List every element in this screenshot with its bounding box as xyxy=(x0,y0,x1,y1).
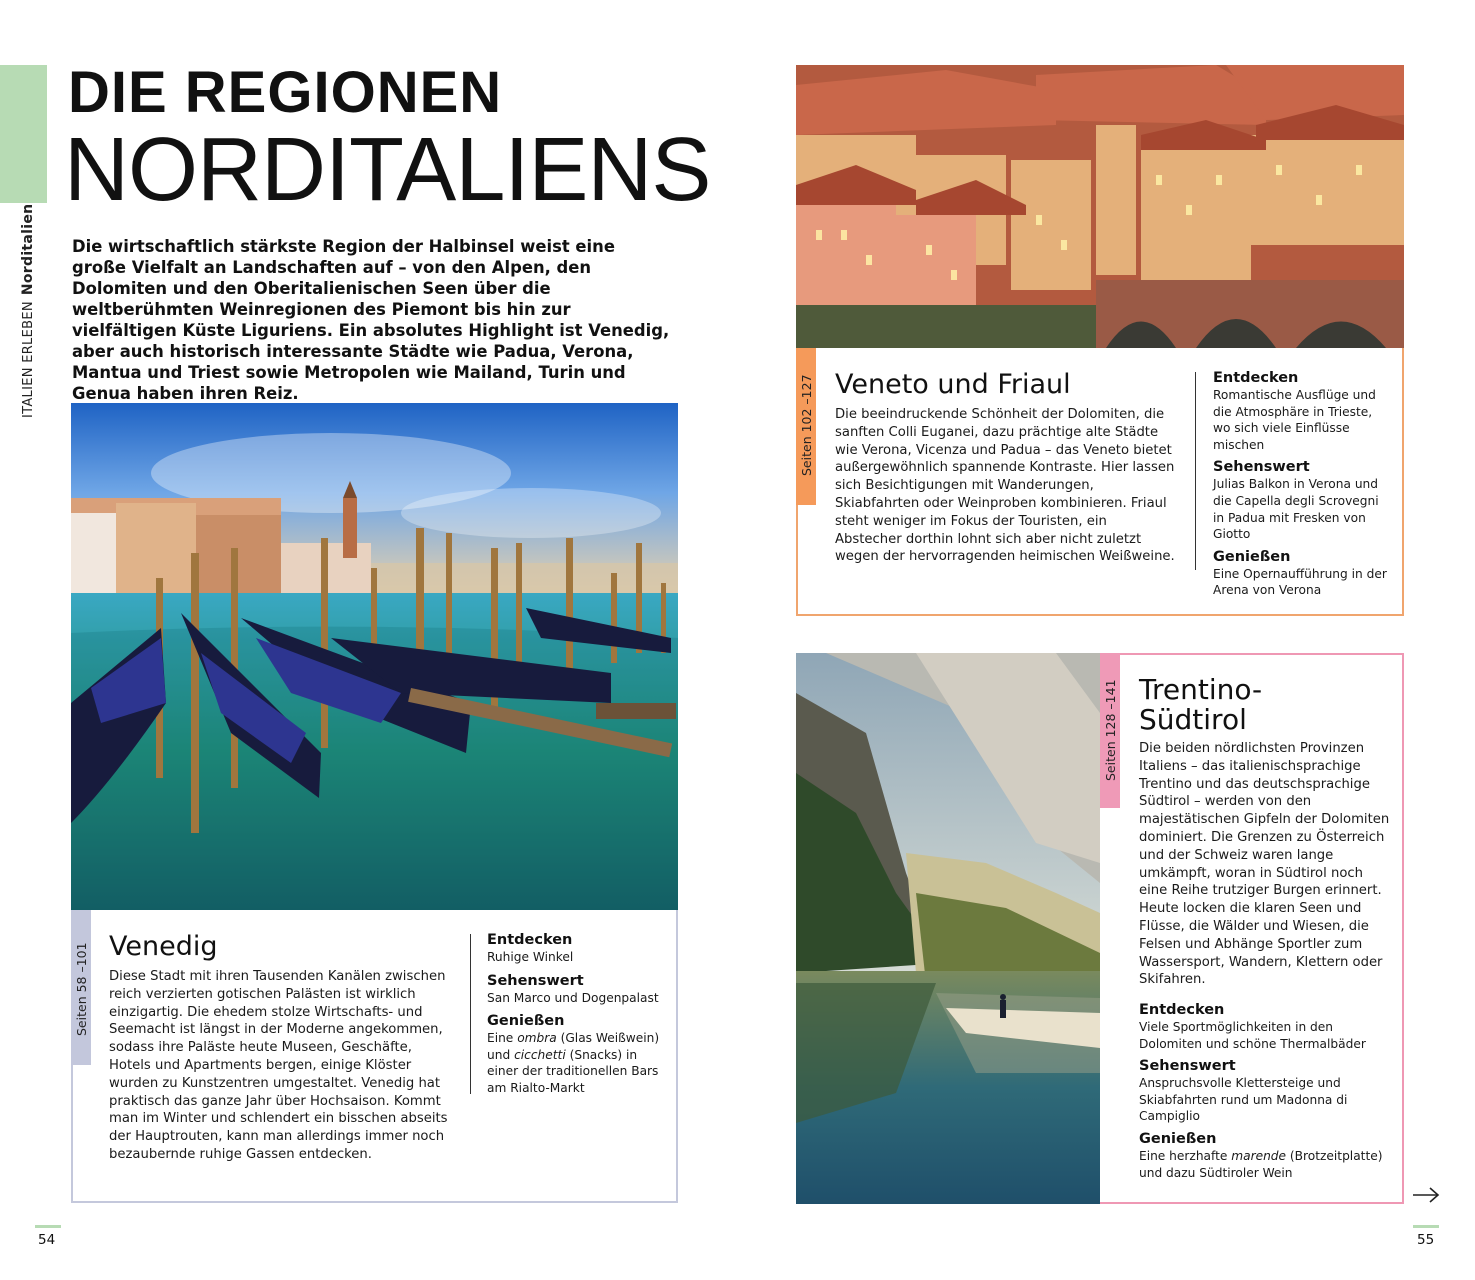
venedig-geniessen-label: Genießen xyxy=(487,1013,565,1030)
trentino-page-range: Seiten 128 –141 xyxy=(1103,679,1118,781)
page-number-left: 54 xyxy=(38,1232,56,1248)
running-head xyxy=(20,204,36,418)
venedig-entdecken-label: Entdecken xyxy=(487,932,573,948)
venedig-body: Diese Stadt mit ihren Tausenden Kanälen zwischen reich verzierten gotischen Palästen ist wirklich einzigartig. Die ehedem stolze Wirtschafts- und Seemacht ist längst in der Moderne angekommen, sodass ihre Paläste heute Museen, Geschäfte, Hotels und Apartments bergen, einige Klöster wurden zu Kunstzentren umgestaltet. Venedig hat praktisch das ganze Jahr über Hochsaison. Kommt man im Winter und schlendert ein bisschen abseits der Hauptrouten, kann man allerdings immer noch bezaubernde ruhige Gassen entdecken. xyxy=(109,969,448,1162)
trentino-sehenswert: Anspruchsvolle Klettersteige und Skiabfahrten rund um Madonna di Campiglio xyxy=(1139,1076,1348,1124)
veneto-sehenswert-label: Sehenswert xyxy=(1213,459,1310,476)
venedig-divider xyxy=(470,934,471,1094)
trentino-entdecken-label: Entdecken xyxy=(1139,1002,1225,1018)
veneto-title: Veneto und Friaul xyxy=(835,369,1071,400)
section-color-tab xyxy=(0,65,47,203)
trentino-title-line2: Südtirol xyxy=(1139,703,1247,736)
running-head-section: ITALIEN ERLEBEN xyxy=(21,301,36,418)
page-title-line1: DIE REGIONEN xyxy=(68,60,503,125)
trentino-title xyxy=(1139,675,1262,735)
page-number-bar-left xyxy=(35,1225,61,1228)
veneto-sehenswert: Julias Balkon in Verona und die Capella degli Scrovegni in Padua mit Fresken von Giotto xyxy=(1213,477,1379,542)
venedig-page-range: Seiten 58 –101 xyxy=(74,942,89,1036)
veneto-entdecken-label: Entdecken xyxy=(1213,370,1299,386)
venice-gondolas-photo xyxy=(71,403,678,910)
venedig-sehenswert-label: Sehenswert xyxy=(487,972,584,989)
veneto-page-tab xyxy=(796,348,816,505)
page-number-right: 55 xyxy=(1417,1232,1435,1248)
trentino-geniessen-label: Genießen xyxy=(1139,1130,1217,1147)
trentino-page-tab xyxy=(1100,653,1120,808)
trentino-sehenswert-label: Sehenswert xyxy=(1139,1058,1236,1075)
dolomites-lake-photo xyxy=(796,653,1100,1204)
trentino-geniessen: Eine herzhafte marende (Brotzeitplatte) und dazu Südtiroler Wein xyxy=(1139,1148,1383,1180)
veneto-body: Die beeindruckende Schönheit der Dolomiten, die sanften Colli Euganei, dazu prächtige alte Städte wie Verona, Vicenza und Padua – das Veneto bietet außergewöhnlich spannende Kontraste. Hier lassen sich Besichtigungen mit Wanderungen, Skiabfahrten oder Weinproben kombinieren. Friaul steht weniger im Fokus der Touristen, ein Abstecher dorthin lohnt sich aber nicht zuletzt wegen der hervorragenden heimischen Weißweine. xyxy=(835,407,1175,565)
running-head-chapter: Norditalien xyxy=(20,203,36,296)
venedig-title: Venedig xyxy=(109,931,218,962)
veneto-entdecken: Romantische Ausflüge und die Atmosphäre in Trieste, wo sich viele Einflüsse mischen xyxy=(1213,388,1376,452)
trentino-title-line1: Trentino- xyxy=(1139,673,1263,706)
veneto-info xyxy=(1213,369,1393,599)
trentino-info xyxy=(1139,1001,1394,1181)
venedig-sehenswert: San Marco und Dogenpalast xyxy=(487,990,659,1005)
trentino-entdecken: Viele Sportmöglichkeiten in den Dolomiten und schöne Thermalbäder xyxy=(1139,1020,1366,1051)
page-number-bar-right xyxy=(1413,1225,1439,1228)
page-title-line2: NORDITALIENS xyxy=(64,120,711,220)
trentino-body: Die beiden nördlichsten Provinzen Italiens – das italienischsprachige Trentino und das deutschsprachige Südtirol – werden von den majestätischen Gipfeln der Dolomiten dominiert. Die Grenzen zu Österreich und der Schweiz waren lange umkämpft, woran in Südtirol noch eine Reihe trutziger Burgen erinnert. Heute locken die klaren Seen und Flüsse, die Wälder und Wiesen, die Felsen und Abhänge Sportler zum Wassersport, Wandern, Klettern oder Skifahren. xyxy=(1139,741,1390,988)
venedig-entdecken: Ruhige Winkel xyxy=(487,950,574,964)
veneto-page-range: Seiten 102 –127 xyxy=(799,374,814,476)
venedig-geniessen: Eine ombra (Glas Weißwein) und cicchetti (Snacks) in einer der traditionellen Bars am Rialto-Markt xyxy=(487,1031,660,1095)
arrow-right-icon[interactable] xyxy=(1410,1183,1442,1207)
veneto-divider xyxy=(1195,372,1196,570)
intro-paragraph: Die wirtschaftlich stärkste Region der Halbinsel weist eine große Vielfalt an Landschaften auf – von den Alpen, den Dolomiten und den Oberitalienischen Seen über die weltberühmten Weinregionen des Piemont bis hin zur vielfältigen Küste Liguriens. Ein absolutes Highlight ist Venedig, aber auch historisch interessante Städte wie Padua, Verona, Mantua und Triest sowie Metropolen wie Mailand, Turin und Genua haben ihren Reiz. xyxy=(72,237,670,403)
verona-rooftops-photo xyxy=(796,65,1404,348)
venedig-info xyxy=(487,931,667,1097)
veneto-geniessen-label: Genießen xyxy=(1213,548,1291,565)
venedig-page-tab xyxy=(71,910,91,1065)
veneto-geniessen: Eine Opernaufführung in der Arena von Verona xyxy=(1213,566,1387,598)
